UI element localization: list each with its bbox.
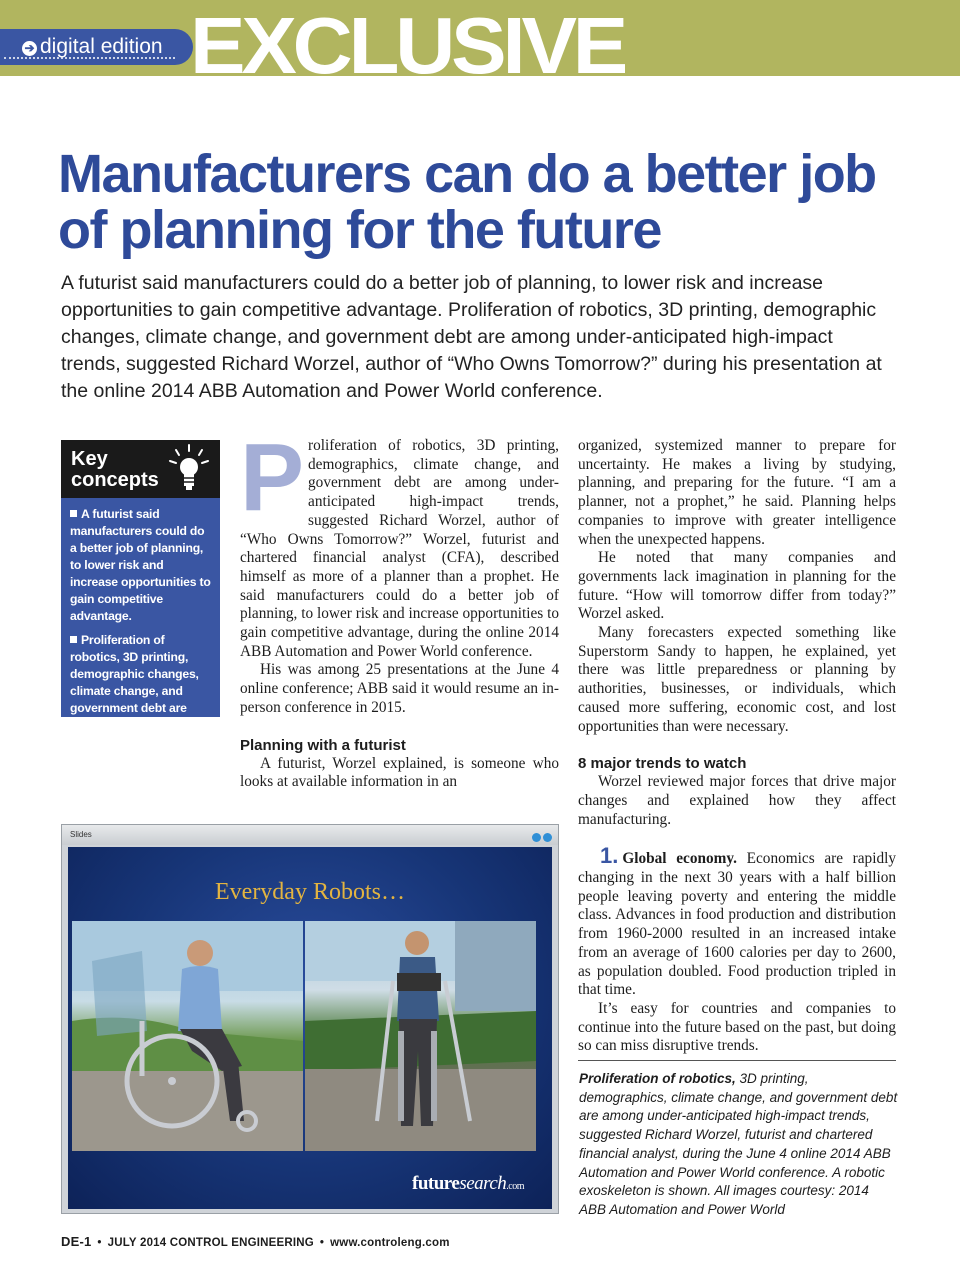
body-paragraph: A futurist, Worzel explained, is someone who looks at available information in an [240, 754, 559, 791]
bullet-square-icon [70, 636, 77, 643]
footer-url[interactable]: www.controleng.com [330, 1237, 450, 1249]
key-concept-item: Proliferation of robotics, 3D printing, demographic changes, climate change, and government debt are among under-anticipated high-impact trends. [70, 633, 211, 749]
edition-label: digital edition [40, 35, 163, 58]
wheelchair-photo [72, 921, 303, 1151]
caption-text: 3D printing, demographics, climate change, and government debt are among under-anticipated high-impact trends, suggested Richard Worzel, futurist and chartered financial analyst, during the June 4 online 2014 ABB Automation and Power World conference. A robotic exoskeleton is shown. All images courtesy: 2014 ABB Automation and Power World [579, 1071, 898, 1217]
body-paragraph: His was among 25 presentations at the June 4 online conference; ABB said it would resume an in-person conference in 2015. [240, 661, 559, 716]
article-deck: A futurist said manufacturers could do a better job of planning, to lower risk and increase opportunities to gain competitive advantage. Proliferation of robotics, 3D printing, demographic changes, climate change, and government debt are among under-anticipated high-impact trends, suggested Richard Worzel, author of “Who Owns Tomorrow?” during his presentation at the online 2014 ABB Automation and Power World conference. [61, 272, 882, 402]
digital-edition-tab[interactable] [0, 29, 193, 65]
trend-text: Economics are rapidly changing in the next 30 years with a half billion people leaving poverty and entering the middle class. Advances in food production and distribution from 1960-2000 resulted in an increased intake from an average of 1600 calories per day to 2600, as population doubled. Food production tripled in that time. [578, 850, 896, 999]
drop-cap: P [240, 424, 305, 531]
caption-lead: Proliferation of robotics, [579, 1071, 736, 1086]
window-button-icon[interactable] [532, 833, 541, 842]
key-concept-item: A futurist said manufacturers could do a better job of planning, to lower risk and increase opportunities to gain competitive advantage. [70, 507, 211, 623]
slide-window-label: Slides [70, 830, 92, 839]
section-banner [0, 0, 960, 90]
trend-title: Global economy. [622, 850, 737, 868]
subhead-planning: Planning with a futurist [240, 736, 406, 754]
trend-number: 1. [600, 843, 619, 869]
body-paragraph: He noted that many companies and governments lack imagination in planning for the future. “How will tomorrow differ from today?” Worzel asked. [578, 549, 896, 623]
section-title: EXCLUSIVE [190, 1, 625, 90]
footer-bullet: • [319, 1237, 325, 1249]
slide-brand: futuresearch.com [412, 1173, 524, 1194]
robotic-exoskeleton-image [305, 921, 536, 1151]
page-number: DE-1 [61, 1234, 92, 1249]
page-footer [61, 1234, 450, 1249]
wheelchair-user-image [72, 921, 303, 1151]
body-column-2 [578, 437, 896, 1056]
arrow-right-icon: ➔ [22, 41, 37, 56]
bullet-square-icon [70, 510, 77, 517]
lightbulb-icon [168, 443, 210, 495]
caption-rule [578, 1060, 896, 1061]
slide-figure [61, 824, 559, 1214]
body-column-1 [240, 424, 559, 792]
key-concepts-box [61, 440, 220, 749]
body-paragraph: Many forecasters expected something like Superstorm Sandy to happen, he explained, yet there was little preparedness or planning by authorities, businesses, or individuals, which caused more suffering, economic cost, and lost opportunities than were necessary. [578, 624, 896, 735]
body-paragraph: It’s easy for countries and companies to continue into the future based on the past, but doing so can miss disruptive trends. [578, 999, 896, 1055]
trend-paragraph [578, 843, 896, 1000]
window-button-icon[interactable] [543, 833, 552, 842]
slide-window-bar [62, 825, 558, 845]
slide-body [68, 847, 552, 1209]
key-concepts-title: Key concepts [71, 448, 159, 491]
body-paragraph: Worzel reviewed major forces that drive major changes and explained how they affect manufacturing. [578, 773, 896, 828]
body-paragraph: roliferation of robotics, 3D printing, demographics, climate change, and government debt are among under-anticipated high-impact trends, suggested Richard Worzel, author of “Who Owns Tomorrow?” Worzel, futurist and chartered financial analyst (CFA), described himself as more of a planner than a prophet. He said manufacturers could do a better job of planning, to lower risk and increase opportunities to gain competitive advantage, during the online 2014 ABB Automation and Power World conference. [240, 437, 559, 660]
footer-issue: JULY 2014 CONTROL ENGINEERING [107, 1237, 314, 1249]
dotted-rule [4, 57, 175, 59]
subhead-trends: 8 major trends to watch [578, 755, 747, 773]
exoskeleton-photo [305, 921, 536, 1151]
article-headline: Manufacturers can do a better job of planning for the future [58, 144, 876, 260]
slide-title: Everyday Robots… [215, 879, 405, 905]
figure-caption [579, 1070, 899, 1220]
body-paragraph: organized, systemized manner to prepare for uncertainty. He makes a living by studying, planning, and preparing for the future. “I am a planner, not a prophet,” he said. Planning helps companies to improve with greater intelligence when the unexpected happens. [578, 437, 896, 548]
footer-bullet: • [97, 1237, 102, 1249]
key-concepts-header [61, 440, 220, 498]
